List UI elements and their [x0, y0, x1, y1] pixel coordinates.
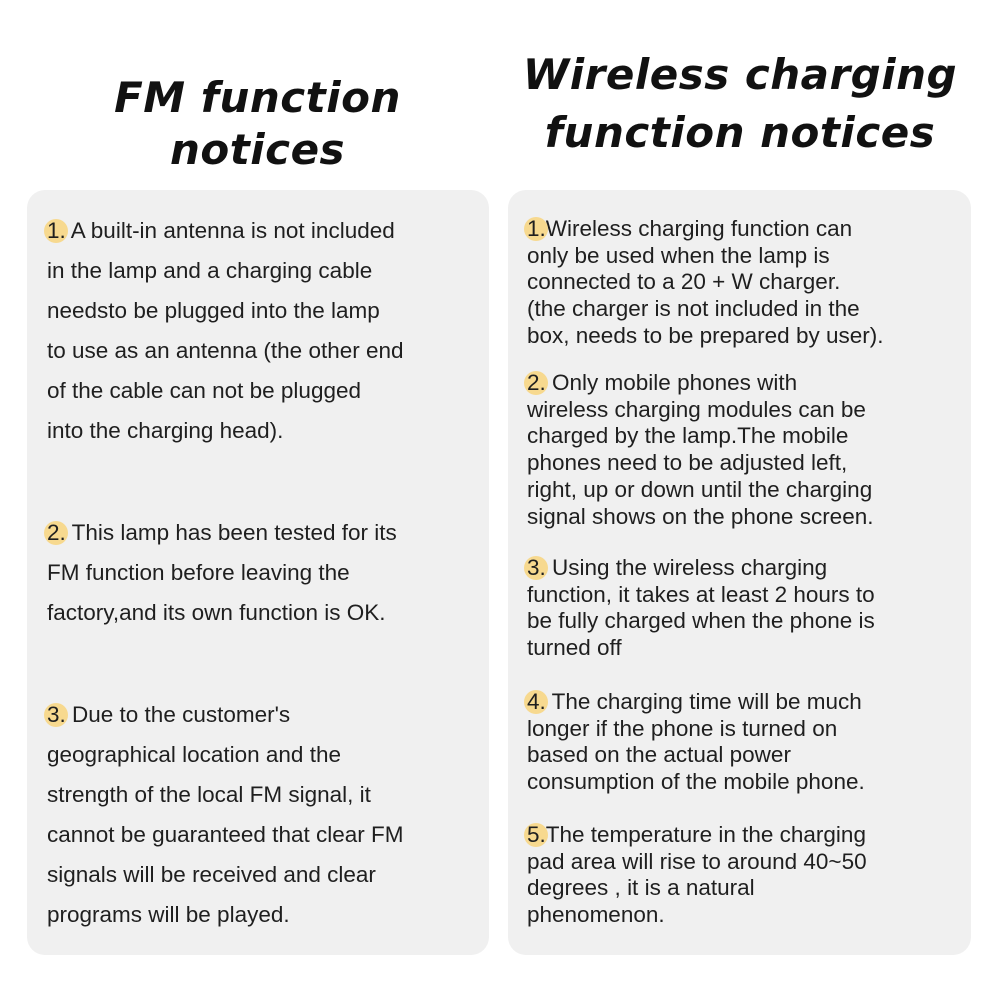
- wireless-charging-notices-title: Wireless charging function notices: [522, 50, 958, 157]
- item-number-badge: 2.: [47, 513, 66, 553]
- item-number-badge: 4.: [527, 689, 546, 714]
- wireless-notice-item-2: [527, 370, 967, 530]
- item-number-badge: 2.: [527, 370, 546, 395]
- wireless-notice-item-1-text: Wireless charging function can only be used when the lamp is connected to a 20 + W charger. (the charger is not included in the box, needs to be prepared by user).: [527, 216, 884, 348]
- fm-notice-item-2-text: This lamp has been tested for its FM function before leaving the factory,and its own function is OK.: [47, 520, 397, 625]
- wireless-notice-item-1: [527, 216, 967, 350]
- wireless-notice-item-3-text: Using the wireless charging function, it takes at least 2 hours to be fully charged when the phone is turned off: [527, 555, 875, 661]
- wireless-notice-item-5-text: The temperature in the charging pad area will rise to around 40~50 degrees , it is a natural phenomenon.: [527, 822, 867, 928]
- wireless-notice-item-4-text: The charging time will be much longer if the phone is turned on based on the actual power consumption of the mobile phone.: [527, 689, 865, 795]
- item-number-badge: 5.: [527, 822, 546, 847]
- wireless-notice-item-5: [527, 822, 967, 929]
- fm-notice-item-1-text: A built-in antenna is not included in the lamp and a charging cable needsto be plugged into the lamp to use as an antenna (the other end of the cable can not be plugged into the charging head).: [47, 218, 404, 443]
- fm-notices-title: FM function notices: [114, 73, 401, 174]
- item-number-badge: 3.: [47, 695, 66, 735]
- fm-notice-item-1: [47, 211, 479, 451]
- item-number-badge: 1.: [47, 211, 66, 251]
- item-number-badge: 3.: [527, 555, 546, 580]
- wireless-notice-item-4: [527, 689, 967, 796]
- fm-notices-panel: [27, 190, 489, 955]
- item-number-badge: 1.: [527, 216, 546, 241]
- fm-notice-item-3: [47, 695, 479, 935]
- wireless-charging-notices-panel: [508, 190, 971, 955]
- wireless-notice-item-2-text: Only mobile phones with wireless charging modules can be charged by the lamp.The mobile phones need to be adjusted left, right, up or down until the charging signal shows on the phone screen.: [527, 370, 874, 529]
- fm-notice-item-3-text: Due to the customer's geographical location and the strength of the local FM signal, it cannot be guaranteed that clear FM signals will be received and clear programs will be played.: [47, 702, 404, 927]
- wireless-notice-item-3: [527, 555, 967, 662]
- fm-notice-item-2: [47, 513, 479, 633]
